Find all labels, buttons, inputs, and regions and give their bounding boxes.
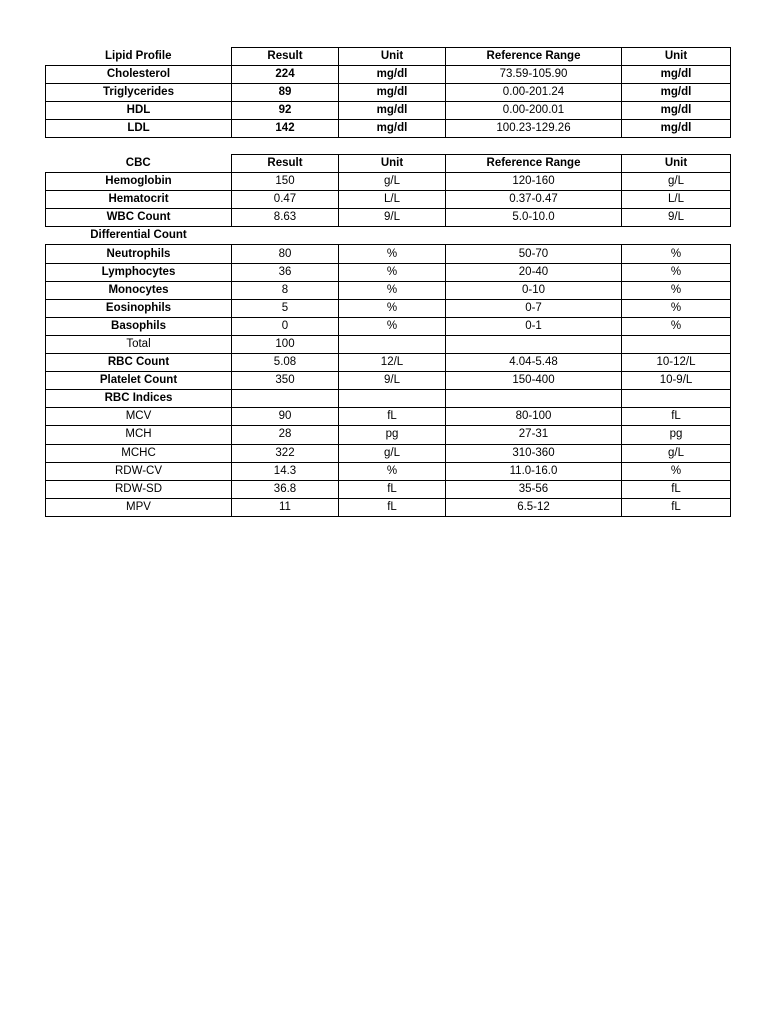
test-unit: mg/dl xyxy=(339,66,446,84)
test-range: 11.0-16.0 xyxy=(446,462,622,480)
test-name: MCHC xyxy=(46,444,232,462)
test-result: 92 xyxy=(232,102,339,120)
test-range: 100.23-129.26 xyxy=(446,120,622,138)
test-name: Basophils xyxy=(46,317,232,335)
test-result: 322 xyxy=(232,444,339,462)
test-result: 90 xyxy=(232,408,339,426)
test-name: MCV xyxy=(46,408,232,426)
table-row xyxy=(46,102,731,120)
lipid-result-header: Result xyxy=(232,48,339,66)
test-name: RBC Count xyxy=(46,354,232,372)
test-unit2: g/L xyxy=(622,444,731,462)
test-unit: % xyxy=(339,462,446,480)
total-row xyxy=(46,335,731,353)
section-label-row xyxy=(46,227,731,245)
table-row xyxy=(46,480,731,498)
test-range: 4.04-5.48 xyxy=(446,354,622,372)
test-unit2: g/L xyxy=(622,173,731,191)
table-row xyxy=(46,209,731,227)
test-unit2: % xyxy=(622,462,731,480)
test-name: RDW-SD xyxy=(46,480,232,498)
test-name: Monocytes xyxy=(46,281,232,299)
test-range: 0.00-201.24 xyxy=(446,84,622,102)
table-row xyxy=(46,299,731,317)
test-unit: % xyxy=(339,281,446,299)
test-unit: fL xyxy=(339,408,446,426)
rbc-indices-label: RBC Indices xyxy=(46,390,232,408)
total-value: 100 xyxy=(232,335,339,353)
test-result: 350 xyxy=(232,372,339,390)
test-unit: % xyxy=(339,263,446,281)
table-row xyxy=(46,245,731,263)
test-range: 150-400 xyxy=(446,372,622,390)
table-row xyxy=(46,498,731,516)
test-result: 36.8 xyxy=(232,480,339,498)
test-result: 8 xyxy=(232,281,339,299)
test-range: 0-10 xyxy=(446,281,622,299)
test-name: Hemoglobin xyxy=(46,173,232,191)
test-result: 80 xyxy=(232,245,339,263)
test-result: 224 xyxy=(232,66,339,84)
lipid-header-row xyxy=(46,48,731,66)
test-name: LDL xyxy=(46,120,232,138)
table-row xyxy=(46,173,731,191)
table-row xyxy=(46,426,731,444)
test-unit: L/L xyxy=(339,191,446,209)
test-unit2: mg/dl xyxy=(622,120,731,138)
test-unit2: % xyxy=(622,245,731,263)
test-name: MPV xyxy=(46,498,232,516)
table-row xyxy=(46,281,731,299)
test-result: 150 xyxy=(232,173,339,191)
test-unit2: 9/L xyxy=(622,209,731,227)
test-result: 0.47 xyxy=(232,191,339,209)
test-range: 80-100 xyxy=(446,408,622,426)
lipid-profile-heading: Lipid Profile xyxy=(105,49,172,62)
cbc-heading: CBC xyxy=(125,156,151,169)
test-unit: mg/dl xyxy=(339,84,446,102)
table-row xyxy=(46,317,731,335)
test-range: 310-360 xyxy=(446,444,622,462)
test-result: 5 xyxy=(232,299,339,317)
test-range: 73.59-105.90 xyxy=(446,66,622,84)
test-name: HDL xyxy=(46,102,232,120)
test-unit2: fL xyxy=(622,480,731,498)
test-result: 142 xyxy=(232,120,339,138)
test-name: MCH xyxy=(46,426,232,444)
test-unit: g/L xyxy=(339,173,446,191)
cbc-result-header: Result xyxy=(232,155,339,173)
test-unit2: fL xyxy=(622,498,731,516)
test-name: Hematocrit xyxy=(46,191,232,209)
test-name: WBC Count xyxy=(46,209,232,227)
test-range: 5.0-10.0 xyxy=(446,209,622,227)
section-label-row xyxy=(46,390,731,408)
test-unit: fL xyxy=(339,480,446,498)
cbc-table xyxy=(45,154,731,517)
test-unit: % xyxy=(339,317,446,335)
test-name: Eosinophils xyxy=(46,299,232,317)
test-unit: mg/dl xyxy=(339,102,446,120)
test-result: 11 xyxy=(232,498,339,516)
lipid-profile-table xyxy=(45,47,731,138)
test-result: 14.3 xyxy=(232,462,339,480)
table-row xyxy=(46,408,731,426)
test-unit: fL xyxy=(339,498,446,516)
table-row xyxy=(46,444,731,462)
differential-count-label: Differential Count xyxy=(90,229,187,242)
test-unit: pg xyxy=(339,426,446,444)
test-unit: % xyxy=(339,245,446,263)
test-unit2: mg/dl xyxy=(622,84,731,102)
test-unit: 9/L xyxy=(339,372,446,390)
test-unit2: mg/dl xyxy=(622,66,731,84)
test-range: 50-70 xyxy=(446,245,622,263)
test-unit2: fL xyxy=(622,408,731,426)
test-result: 5.08 xyxy=(232,354,339,372)
test-range: 0-7 xyxy=(446,299,622,317)
test-unit: g/L xyxy=(339,444,446,462)
test-result: 0 xyxy=(232,317,339,335)
test-result: 89 xyxy=(232,84,339,102)
test-range: 120-160 xyxy=(446,173,622,191)
table-row xyxy=(46,462,731,480)
test-name: Platelet Count xyxy=(46,372,232,390)
test-unit2: % xyxy=(622,299,731,317)
table-row xyxy=(46,84,731,102)
test-unit2: 10-9/L xyxy=(622,372,731,390)
test-unit: mg/dl xyxy=(339,120,446,138)
table-row xyxy=(46,191,731,209)
table-row xyxy=(46,372,731,390)
test-result: 28 xyxy=(232,426,339,444)
lipid-unit2-header: Unit xyxy=(622,48,731,66)
test-name: Cholesterol xyxy=(46,66,232,84)
test-range: 20-40 xyxy=(446,263,622,281)
test-range: 27-31 xyxy=(446,426,622,444)
test-unit2: % xyxy=(622,317,731,335)
cbc-range-header: Reference Range xyxy=(446,155,622,173)
table-row xyxy=(46,354,731,372)
test-unit2: mg/dl xyxy=(622,102,731,120)
test-unit2: % xyxy=(622,281,731,299)
test-unit: 9/L xyxy=(339,209,446,227)
test-range: 0.37-0.47 xyxy=(446,191,622,209)
cbc-header-row xyxy=(46,155,731,173)
test-range: 0-1 xyxy=(446,317,622,335)
lipid-unit-header: Unit xyxy=(339,48,446,66)
test-name: Triglycerides xyxy=(46,84,232,102)
table-row xyxy=(46,66,731,84)
test-range: 35-56 xyxy=(446,480,622,498)
test-result: 36 xyxy=(232,263,339,281)
total-label: Total xyxy=(46,335,232,353)
test-range: 0.00-200.01 xyxy=(446,102,622,120)
lipid-range-header: Reference Range xyxy=(446,48,622,66)
test-name: Lymphocytes xyxy=(46,263,232,281)
test-name: RDW-CV xyxy=(46,462,232,480)
cbc-unit2-header: Unit xyxy=(622,155,731,173)
test-unit2: 10-12/L xyxy=(622,354,731,372)
test-unit2: L/L xyxy=(622,191,731,209)
cbc-unit-header: Unit xyxy=(339,155,446,173)
table-row xyxy=(46,263,731,281)
test-unit: 12/L xyxy=(339,354,446,372)
test-result: 8.63 xyxy=(232,209,339,227)
test-range: 6.5-12 xyxy=(446,498,622,516)
test-unit: % xyxy=(339,299,446,317)
test-unit2: % xyxy=(622,263,731,281)
test-name: Neutrophils xyxy=(46,245,232,263)
test-unit2: pg xyxy=(622,426,731,444)
table-row xyxy=(46,120,731,138)
